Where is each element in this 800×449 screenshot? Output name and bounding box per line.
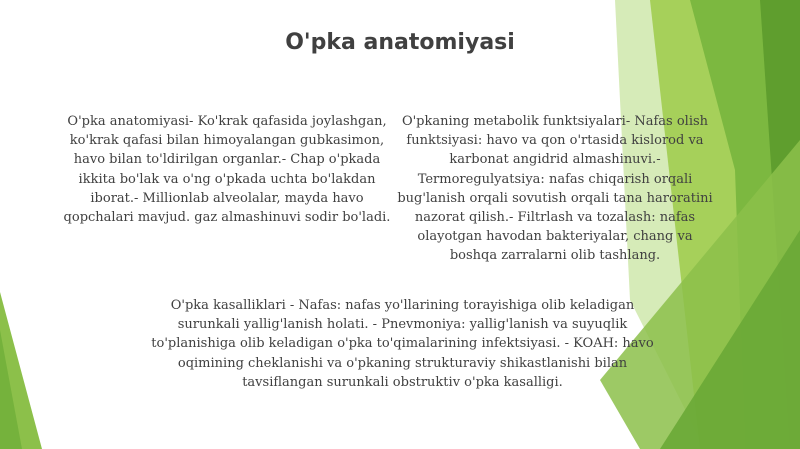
slide-title: O'pka anatomiyasi xyxy=(285,30,515,55)
anatomy-text-block: O'pka anatomiyasi- Ko'krak qafasida joylashgan, ko'krak qafasi bilan himoyalangan gubkasimon, havo bilan to'ldirilgan organlar.- Chap o'pkada ikkita bo'lak va o'ng o'pkada uchta bo'lakdan iborat.- Millionlab alveolalar, mayda havo qopchalari mavjud. gaz almashinuvi sodir bo'ladi. xyxy=(63,114,391,226)
metabolic-functions-text-block: O'pkaning metabolik funktsiyalari- Nafas olish funktsiyasi: havo va qon o'rtasida kislorod va karbonat angidrid almashinuvi.- Termoregulyatsiya: nafas chiqarish orqali bug'lanish orqali sovutish orqali tana haroratini nazorat qilish.- Filtrlash va tozalash: nafas olayotgan havodan bakteriyalar, chang va boshqa zarralarni olib tashlang. xyxy=(397,114,713,264)
lung-diseases-text-block: O'pka kasalliklari - Nafas: nafas yo'llarining torayishiga olib keladigan surunkali yallig'lanish holati. - Pnevmoniya: yallig'lanish va suyuqlik to'planishiga olib keladigan o'pka to'qimalarining infektsiyasi. - KOAH: havo oqimining cheklanishi va o'pkaning strukturaviy shikastlanishi bilan tavsiflangan surunkali obstruktiv o'pka kasalligi. xyxy=(151,298,654,390)
